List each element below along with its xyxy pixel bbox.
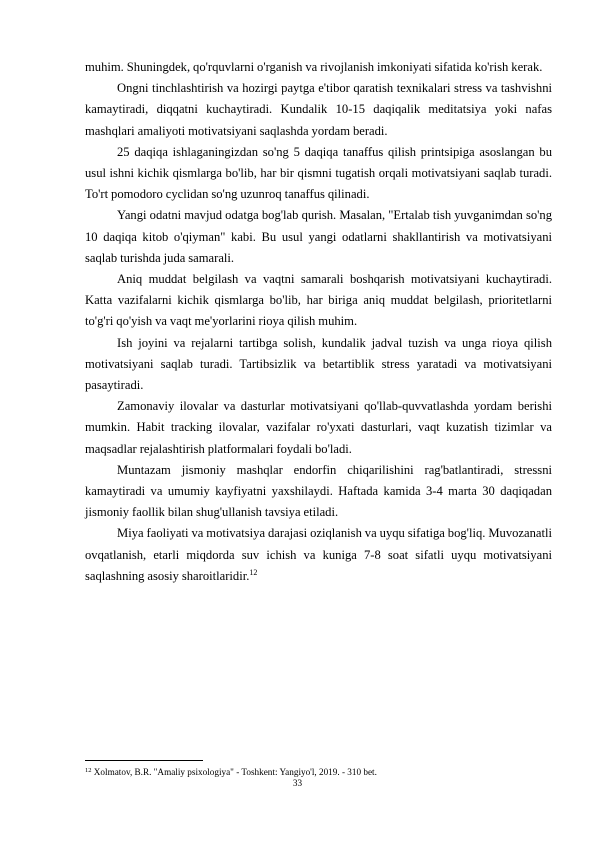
paragraph-1: muhim. Shuningdek, qo'rquvlarni o'rganish va rivojlanish imkoniyati sifatida ko'rish kerak. [85,60,543,74]
footnote-text: Xolmatov, B.R. "Amaliy psixologiya" - Toshkent: Yangiyo'l, 2019. - 310 bet. [93,767,377,777]
body-text [85,57,552,587]
paragraph-6: Ish joyini va rejalarni tartibga solish, kundalik jadval tuzish va unga rioya qilish motivatsiyani saqlab turadi. Tartibsizlik va betartiblik stress yaratadi va motivatsiyani pasaytiradi. [85,335,552,393]
footnote-separator [85,760,203,761]
paragraph-5: Aniq muddat belgilash va vaqtni samarali boshqarish motivatsiyani kuchaytiradi. Katta vazifalarni kichik qismlarga bo'lib, har biriga aniq muddat belgilash, prioritetlarni to'g'ri qo'yish va vaqt me'yorlarini rioya qilish muhim. [85,272,552,329]
paragraph-7: Zamonaviy ilovalar va dasturlar motivatsiyani qo'llab-quvvatlashda yordam berishi mumkin. Habit tracking ilovalar, vazifalar ro'yxati dasturlari, vaqt kuzatish tizimlar va maqsadlar rejalashtirish platformalari foydali bo'ladi. [85,399,552,456]
paragraph-2: Ongni tinchlashtirish va hozirgi paytga e'tibor qaratish texnikalari stress va tashvishni kamaytiradi, diqqatni kuchaytiradi. Kundalik 10-15 daqiqalik meditatsiya yoki nafas mashqlari amaliyoti motivatsiyani saqlashda yordam beradi. [85,81,552,138]
paragraph-3: 25 daqiqa ishlaganingizdan so'ng 5 daqiqa tanaffus qilish printsipiga asoslangan bu usul ishni kichik qismlarga bo'lib, har bir qismni tugatish orqali motivatsiyani saqlab turadi. To'rt pomodoro cyclidan so'ng uzunroq tanaffus qilinadi. [85,144,552,202]
footnote [85,766,552,778]
footnote-number: 12 [85,767,92,774]
paragraph-9: Miya faoliyati va motivatsiya darajasi oziqlanish va uyqu sifatiga bog'liq. Muvozanatli ovqatlanish, etarli miqdorda suv ichish va kuniga 7-8 soat sifatli uyqu motivatsiyani saqlashning asosiy sharoitlaridir.$^{12}$ [85,526,552,583]
page-number: 33 [292,778,303,788]
paragraph-8: Muntazam jismoniy mashqlar endorfin chiqarilishini rag'batlantiradi, stressni kamaytiradi va umumiy kayfiyatni yaxshilaydi. Haftada kamida 3-4 marta 30 daqiqadan jismoniy faollik bilan shug'ullanish tavsiya etiladi. [85,462,552,520]
paragraph-4: Yangi odatni mavjud odatga bog'lab qurish. Masalan, "Ertalab tish yuvganimdan so'ng 10 daqiqa kitob o'qiyman" kabi. Bu usul yangi odatlarni shakllantirish va motivatsiyani saqlab turishda juda samarali. [85,208,552,265]
footnote-reference[interactable]: 12 [249,567,258,577]
